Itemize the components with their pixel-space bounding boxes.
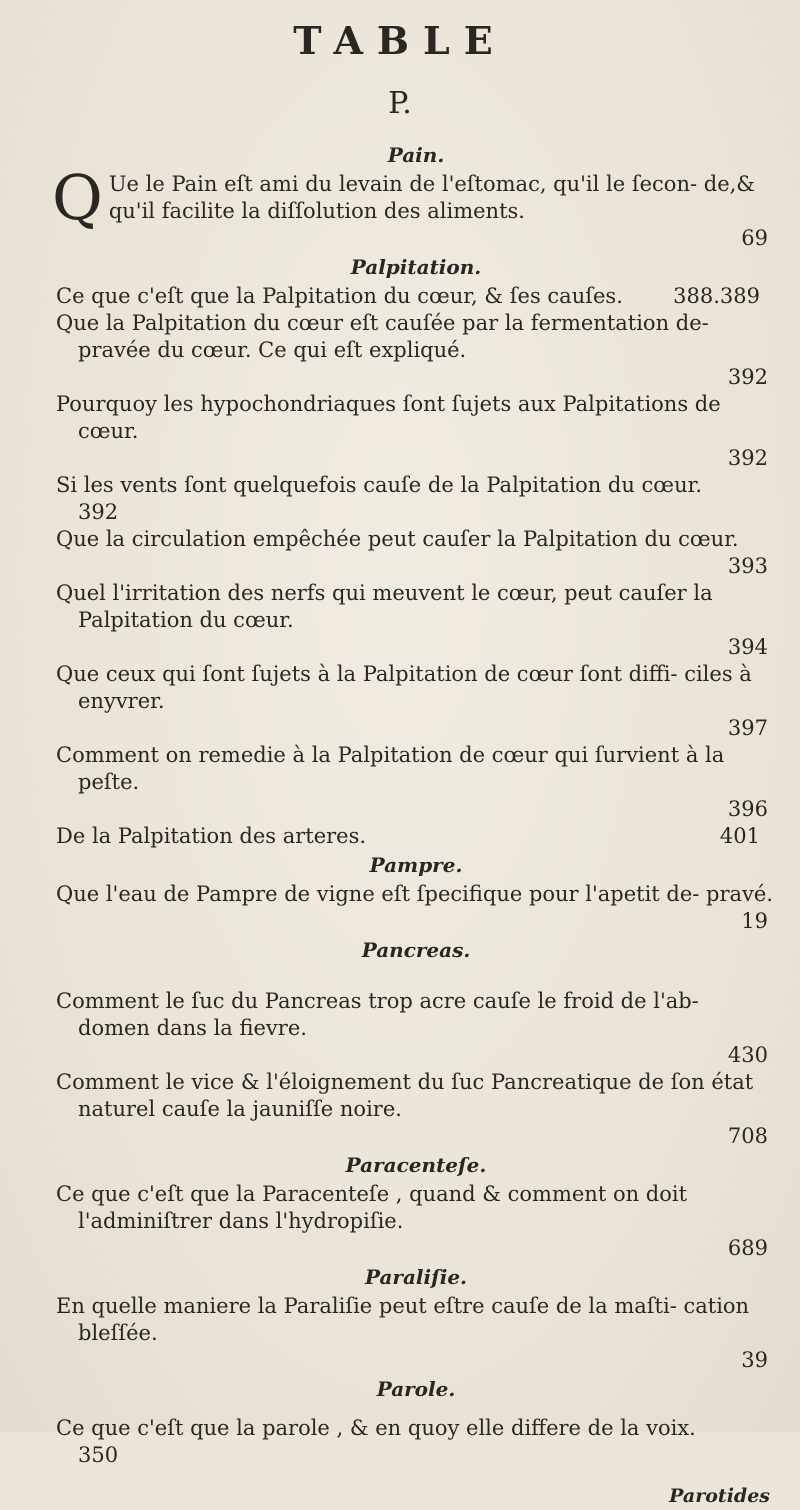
index-entry <box>56 881 776 935</box>
index-entry <box>56 742 776 823</box>
entry-page: 401 <box>719 824 760 848</box>
entry-page: 69 <box>741 226 768 250</box>
entry-text: Ce que c'eſt que la Paracenteſe , quand & comment on doit l'adminiſtrer dans l'hydropiſie. <box>56 1182 688 1233</box>
entry-text: Quel l'irritation des nerfs qui meuvent le cœur, peut cauſer la Palpitation du cœur. <box>56 581 713 632</box>
entry-page: 689 <box>727 1236 768 1260</box>
index-entry <box>56 823 776 850</box>
entry-page: 388.389 <box>673 284 760 308</box>
index-entry <box>56 310 776 391</box>
heading-paralisie: Paraliſie. <box>364 1265 468 1289</box>
heading-palpitation: Palpitation. <box>350 255 482 279</box>
entry-text: Ce que c'eſt que la Palpitation du cœur, & ſes cauſes. <box>56 284 623 308</box>
entry-text: Pourquoy les hypochondriaques ſont ſujets aux Palpitations de cœur. <box>56 392 721 443</box>
entry-page: 350 <box>78 1443 119 1467</box>
entry-page: 394 <box>727 635 768 659</box>
entry-page: 392 <box>727 446 768 470</box>
catchword: Parotides <box>669 1485 770 1507</box>
running-header: TABLE <box>293 18 507 63</box>
entry-text: En quelle maniere la Paraliſie peut eſtre cauſe de la maſti- cation bleſſée. <box>56 1294 750 1345</box>
entry-page: 392 <box>727 365 768 389</box>
index-entry <box>56 526 776 580</box>
index-entry <box>56 1293 776 1374</box>
heading-pampre: Pampre. <box>369 853 463 877</box>
entry-text: Comment le vice & l'éloignement du ſuc Pancreatique de ſon état naturel cauſe la jauniſſe noire. <box>56 1070 754 1121</box>
entry-page: 397 <box>727 716 768 740</box>
entry-page: 396 <box>727 797 768 821</box>
index-entry <box>56 472 776 526</box>
entry-text: Ue le Pain eſt ami du levain de l'eſtomac, qu'il le ſecon- de,& qu'il facilite la diſſolution des aliments. <box>108 172 755 223</box>
drop-cap: Q <box>52 161 103 234</box>
entry-page: 19 <box>741 909 768 933</box>
index-content <box>52 140 776 1510</box>
entry-text: Comment le ſuc du Pancreas trop acre cauſe le froid de l'ab- domen dans la fievre. <box>56 989 699 1040</box>
index-entry <box>56 661 776 742</box>
index-entry <box>56 283 776 310</box>
index-entry <box>56 1181 776 1262</box>
entry-page: 392 <box>78 500 119 524</box>
index-entry <box>56 1415 776 1469</box>
index-entry <box>56 391 776 472</box>
entry-text: Si les vents ſont quelquefois cauſe de la Palpitation du cœur. <box>56 473 703 497</box>
entry-page: 393 <box>727 554 768 578</box>
entry-text: Que ceux qui ſont ſujets à la Palpitation de cœur ſont diffi- ciles à enyvrer. <box>56 662 752 713</box>
entry-text: De la Palpitation des arteres. <box>56 824 367 848</box>
entry-text: Comment on remedie à la Palpitation de cœur qui ſurvient à la peſte. <box>56 743 725 794</box>
heading-paracentese: Paracenteſe. <box>345 1153 487 1177</box>
index-entry <box>52 161 776 252</box>
heading-parole: Parole. <box>376 1377 456 1401</box>
heading-pain: Pain. <box>387 143 445 167</box>
entry-text: Que la Palpitation du cœur eſt cauſée par la fermentation de- pravée du cœur. Ce qui eſt expliqué. <box>56 311 709 362</box>
entry-text: Ce que c'eſt que la parole , & en quoy elle differe de la voix. <box>56 1416 696 1440</box>
heading-pancreas: Pancreas. <box>361 938 471 962</box>
index-entry <box>56 988 776 1069</box>
entry-page: 430 <box>727 1043 768 1067</box>
section-letter: P. <box>388 86 412 121</box>
entry-text: Que l'eau de Pampre de vigne eſt ſpecifique pour l'apetit de- pravé. <box>56 882 774 906</box>
index-entry <box>56 1069 776 1150</box>
entry-page: 39 <box>741 1348 768 1372</box>
entry-text: Que la circulation empêchée peut cauſer la Palpitation du cœur. <box>56 527 739 551</box>
entry-page: 708 <box>727 1124 768 1148</box>
index-entry <box>56 580 776 661</box>
